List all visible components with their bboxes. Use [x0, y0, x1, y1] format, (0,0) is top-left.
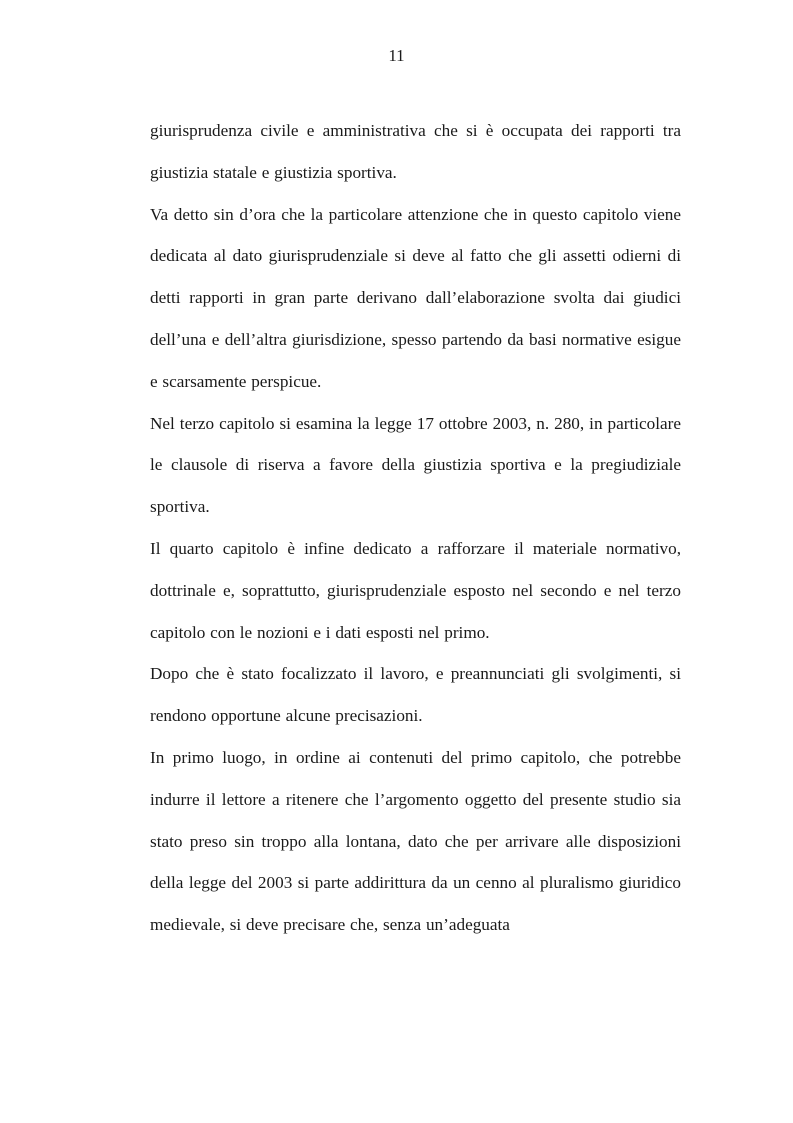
page-number: 11	[388, 46, 405, 65]
paragraph-third-chapter: Nel terzo capitolo si esamina la legge 17 ottobre 2003, n. 280, in particolare le clausole di riserva a favore della giustizia sportiva e la pregiudiziale sportiva.	[150, 413, 681, 517]
paragraph-first-clarification: In primo luogo, in ordine ai contenuti del primo capitolo, che potrebbe indurre il lettore a ritenere che l’argomento oggetto del presente studio sia stato preso sin troppo alla lontana, dato che per arrivare alle disposizioni della legge del 2003 si parte addirittura da un cenno al pluralismo giuridico medievale, si deve precisare che, senza un’adeguata	[150, 747, 681, 935]
paragraph-continuation: giurisprudenza civile e amministrativa che si è occupata dei rapporti tra giustizia statale e giustizia sportiva.	[150, 121, 681, 182]
document-body	[150, 110, 681, 946]
paragraph-clarifications-intro: Dopo che è stato focalizzato il lavoro, e preannunciati gli svolgimenti, si rendono opportune alcune precisazioni.	[150, 664, 681, 726]
paragraph-jurisprudence-focus: Va detto sin d’ora che la particolare attenzione che in questo capitolo viene dedicata al dato giurisprudenziale si deve al fatto che gli assetti odierni di detti rapporti in gran parte derivano dall’elaborazione svolta dai giudici dell’una e dell’altra giurisdizione, spesso partendo da basi normative esigue e scarsamente perspicue.	[150, 204, 681, 391]
paragraph-fourth-chapter: Il quarto capitolo è infine dedicato a rafforzare il materiale normativo, dottrinale e, soprattutto, giurisprudenziale esposto nel secondo e nel terzo capitolo con le nozioni e i dati esposti nel primo.	[150, 538, 681, 642]
